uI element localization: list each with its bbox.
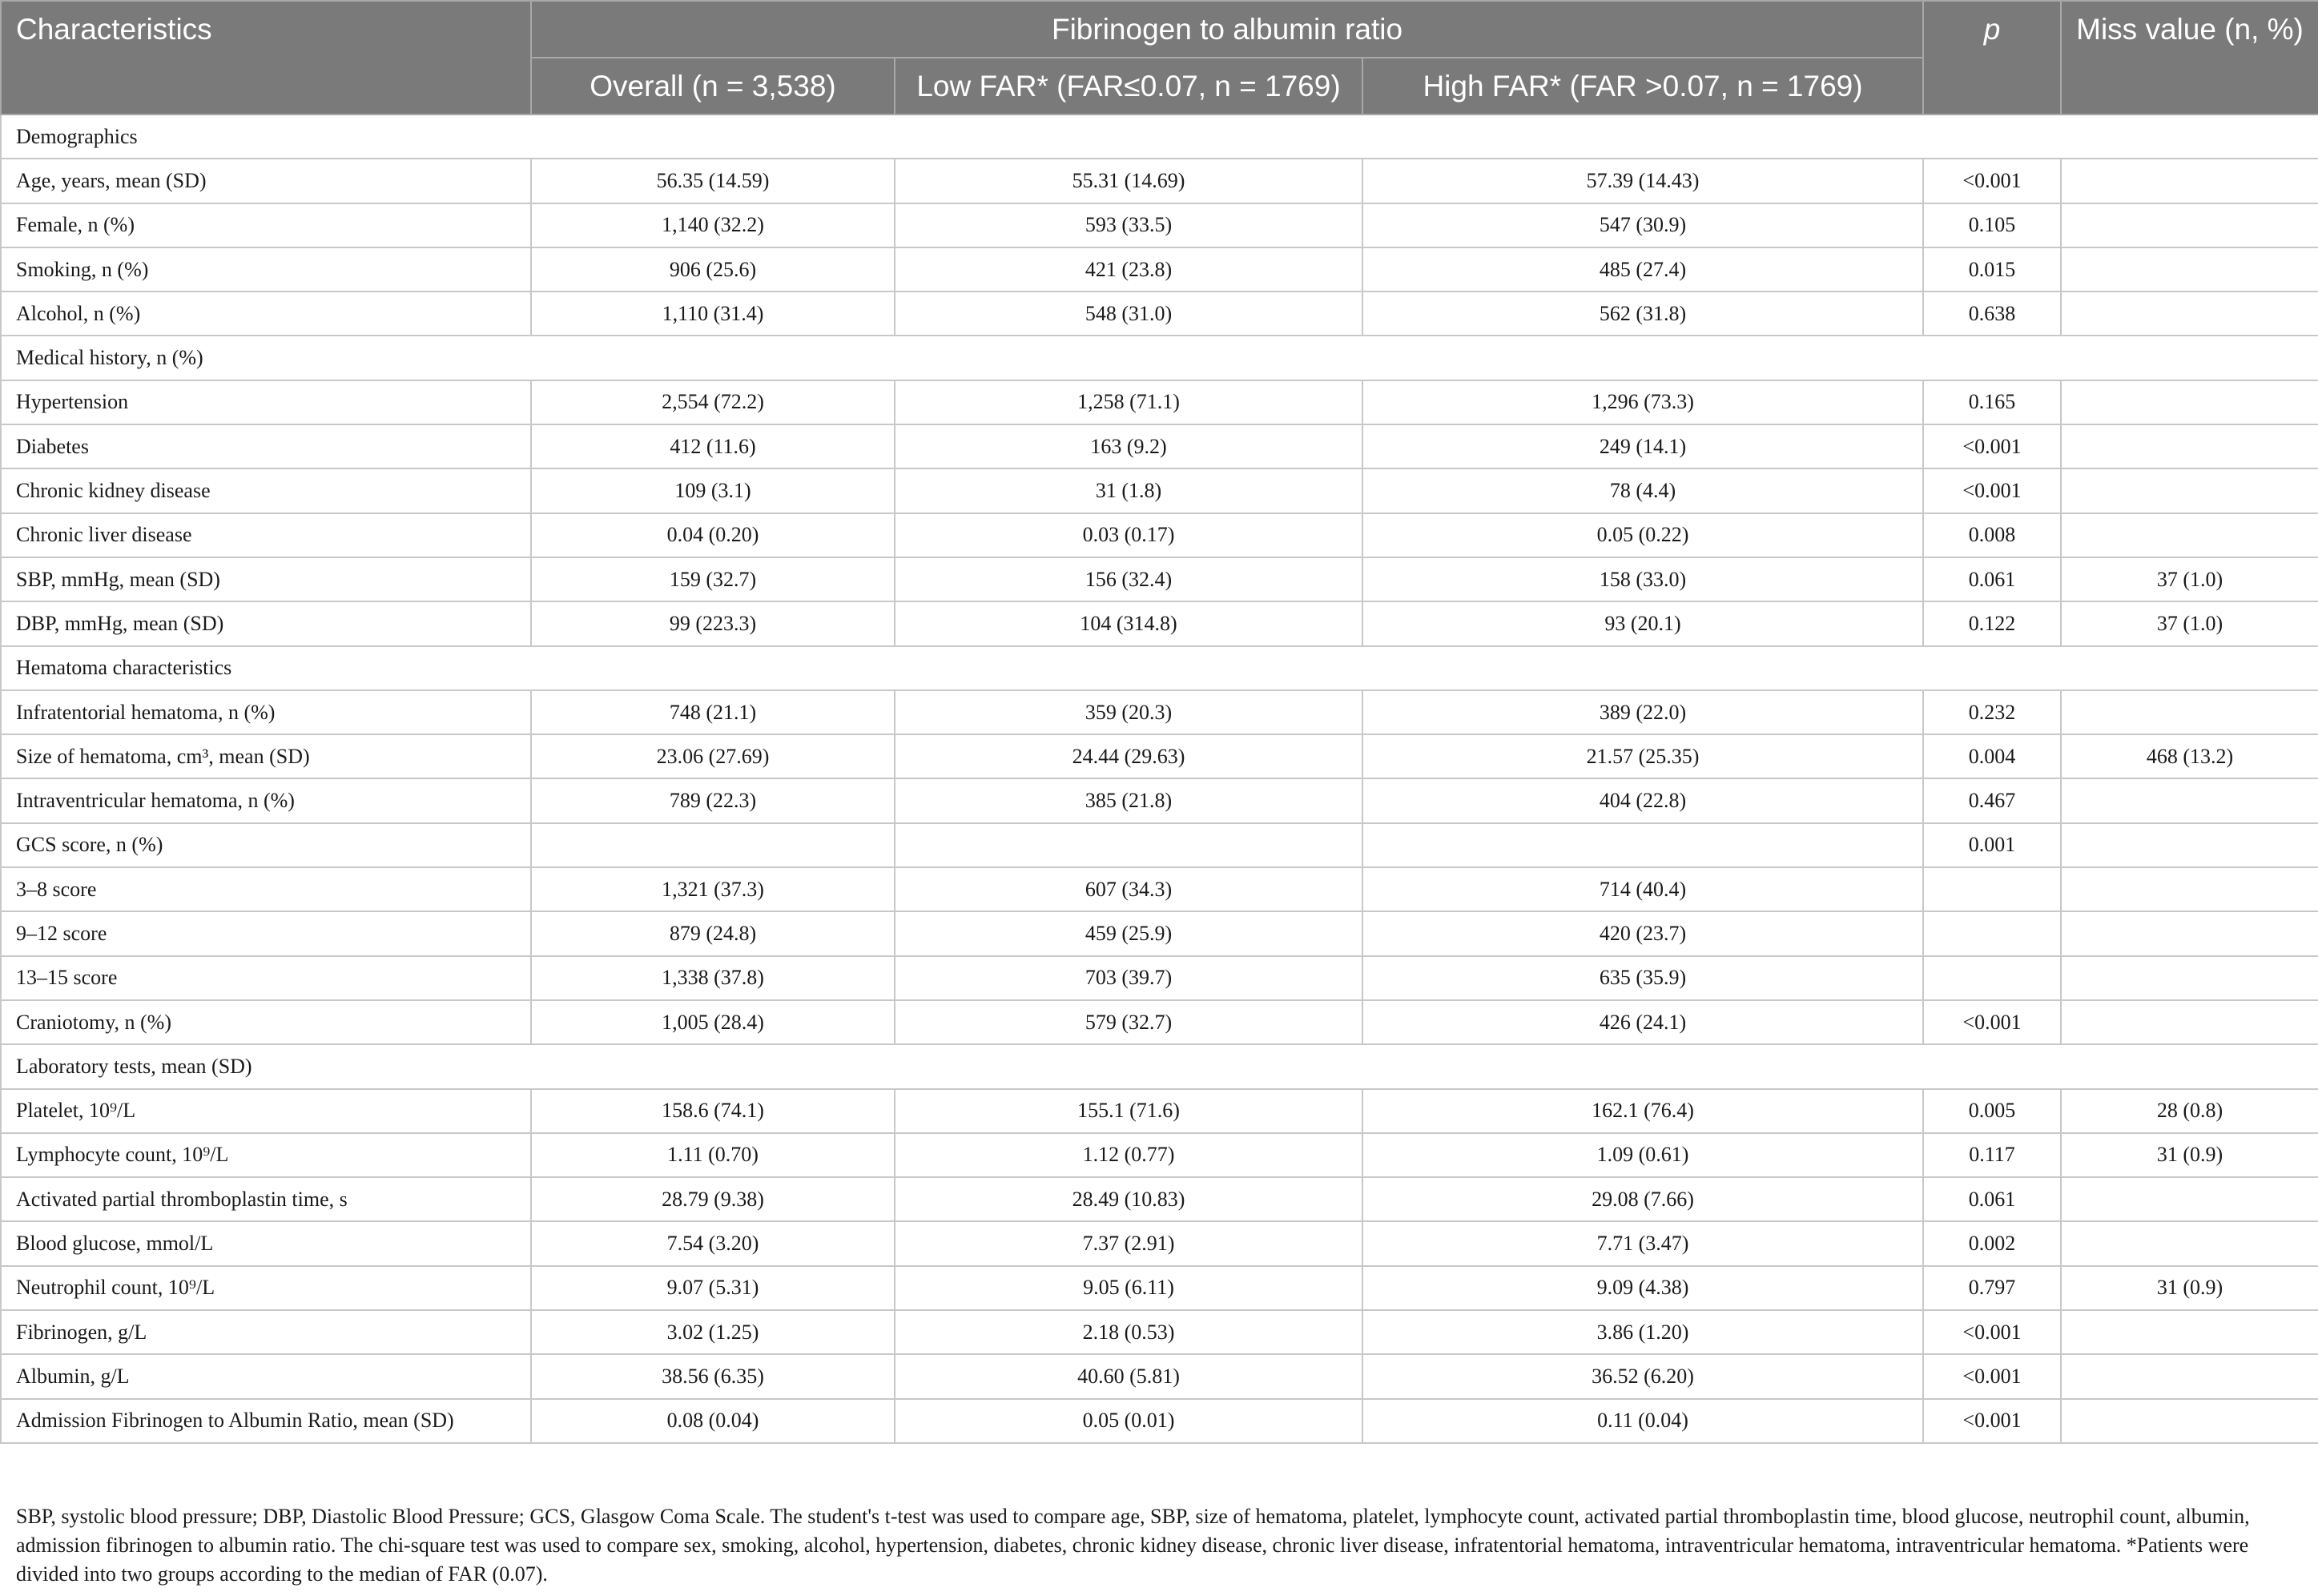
cell-high-far: 420 (23.7)	[1362, 911, 1923, 955]
cell-low-far: 593 (33.5)	[895, 203, 1362, 247]
table-row	[1, 1310, 2318, 1354]
cell-overall: 7.54 (3.20)	[531, 1221, 895, 1265]
row-label: Infratentorial hematoma, n (%)	[1, 690, 531, 734]
cell-overall: 789 (22.3)	[531, 778, 895, 822]
cell-miss-value	[2061, 1310, 2318, 1354]
cell-miss-value	[2061, 1177, 2318, 1221]
row-label: Lymphocyte count, 10⁹/L	[1, 1133, 531, 1177]
cell-overall: 748 (21.1)	[531, 690, 895, 734]
cell-low-far: 703 (39.7)	[895, 956, 1362, 1000]
cell-high-far	[1362, 823, 1923, 867]
row-label: Size of hematoma, cm³, mean (SD)	[1, 734, 531, 778]
cell-high-far: 714 (40.4)	[1362, 867, 1923, 911]
cell-p-value: 0.061	[1923, 557, 2061, 601]
table-row	[1, 823, 2318, 867]
table-row	[1, 956, 2318, 1000]
row-label: Chronic liver disease	[1, 513, 531, 557]
table-row	[1, 1399, 2318, 1443]
cell-overall: 99 (223.3)	[531, 601, 895, 645]
cell-p-value: 0.061	[1923, 1177, 2061, 1221]
cell-p-value: 0.001	[1923, 823, 2061, 867]
cell-miss-value	[2061, 1354, 2318, 1398]
cell-low-far: 31 (1.8)	[895, 468, 1362, 513]
cell-overall: 159 (32.7)	[531, 557, 895, 601]
cell-p-value: <0.001	[1923, 1000, 2061, 1044]
section-label: Demographics	[1, 115, 2318, 159]
cell-p-value: <0.001	[1923, 424, 2061, 468]
cell-high-far: 635 (35.9)	[1362, 956, 1923, 1000]
table-row	[1, 380, 2318, 424]
cell-miss-value	[2061, 911, 2318, 955]
table-row	[1, 247, 2318, 291]
cell-high-far: 389 (22.0)	[1362, 690, 1923, 734]
cell-low-far: 459 (25.9)	[895, 911, 1362, 955]
cell-overall: 0.08 (0.04)	[531, 1399, 895, 1443]
cell-p-value: 0.797	[1923, 1266, 2061, 1310]
row-label: Smoking, n (%)	[1, 247, 531, 291]
cell-p-value: 0.467	[1923, 778, 2061, 822]
cell-miss-value	[2061, 380, 2318, 424]
cell-p-value	[1923, 911, 2061, 955]
cell-p-value	[1923, 867, 2061, 911]
row-label: Hypertension	[1, 380, 531, 424]
row-label: SBP, mmHg, mean (SD)	[1, 557, 531, 601]
cell-miss-value	[2061, 424, 2318, 468]
table-row	[1, 1354, 2318, 1398]
row-label: Platelet, 10⁹/L	[1, 1089, 531, 1133]
table-row	[1, 690, 2318, 734]
cell-p-value: <0.001	[1923, 1310, 2061, 1354]
cell-miss-value	[2061, 513, 2318, 557]
cell-high-far: 7.71 (3.47)	[1362, 1221, 1923, 1265]
cell-low-far: 359 (20.3)	[895, 690, 1362, 734]
cell-low-far: 104 (314.8)	[895, 601, 1362, 645]
section-row	[1, 1044, 2318, 1088]
cell-low-far: 2.18 (0.53)	[895, 1310, 1362, 1354]
cell-miss-value	[2061, 956, 2318, 1000]
header-high-far: High FAR* (FAR >0.07, n = 1769)	[1362, 58, 1923, 115]
row-label: Age, years, mean (SD)	[1, 159, 531, 203]
cell-overall	[531, 823, 895, 867]
row-label: 9–12 score	[1, 911, 531, 955]
table-footnote: SBP, systolic blood pressure; DBP, Diastolic Blood Pressure; GCS, Glasgow Coma Scale. The student's t-test was used to compare age, SBP, size of hematoma, platelet, lymphocyte count, activated partial thromboplastin time, blood glucose, neutrophil count, albumin, admission fibrinogen to albumin ratio. The chi-square test was used to compare sex, smoking, alcohol, hypertension, diabetes, chronic kidney disease, chronic liver disease, infratentorial hematoma, intraventricular hematoma, intraventricular hematoma. *Patients were divided into two groups according to the median of FAR (0.07).	[16, 1505, 2250, 1586]
cell-high-far: 1,296 (73.3)	[1362, 380, 1923, 424]
cell-high-far: 29.08 (7.66)	[1362, 1177, 1923, 1221]
cell-miss-value	[2061, 1399, 2318, 1443]
row-label: Blood glucose, mmol/L	[1, 1221, 531, 1265]
table-row	[1, 778, 2318, 822]
cell-high-far: 562 (31.8)	[1362, 291, 1923, 336]
cell-p-value	[1923, 956, 2061, 1000]
cell-overall: 1,140 (32.2)	[531, 203, 895, 247]
cell-miss-value	[2061, 1221, 2318, 1265]
table-body	[1, 115, 2318, 1443]
cell-p-value: 0.105	[1923, 203, 2061, 247]
cell-miss-value	[2061, 1000, 2318, 1044]
cell-miss-value	[2061, 823, 2318, 867]
cell-p-value: 0.004	[1923, 734, 2061, 778]
cell-overall: 1,005 (28.4)	[531, 1000, 895, 1044]
cell-miss-value	[2061, 867, 2318, 911]
cell-overall: 3.02 (1.25)	[531, 1310, 895, 1354]
cell-low-far: 0.05 (0.01)	[895, 1399, 1362, 1443]
cell-low-far	[895, 823, 1362, 867]
row-label: 13–15 score	[1, 956, 531, 1000]
cell-overall: 158.6 (74.1)	[531, 1089, 895, 1133]
cell-overall: 9.07 (5.31)	[531, 1266, 895, 1310]
section-label: Medical history, n (%)	[1, 336, 2318, 380]
cell-high-far: 21.57 (25.35)	[1362, 734, 1923, 778]
cell-miss-value: 37 (1.0)	[2061, 601, 2318, 645]
cell-low-far: 1.12 (0.77)	[895, 1133, 1362, 1177]
cell-miss-value: 468 (13.2)	[2061, 734, 2318, 778]
table-row	[1, 424, 2318, 468]
cell-high-far: 404 (22.8)	[1362, 778, 1923, 822]
cell-overall: 412 (11.6)	[531, 424, 895, 468]
table-row	[1, 911, 2318, 955]
cell-p-value: 0.165	[1923, 380, 2061, 424]
section-row	[1, 646, 2318, 690]
cell-p-value: 0.638	[1923, 291, 2061, 336]
cell-p-value: 0.008	[1923, 513, 2061, 557]
table-row	[1, 468, 2318, 513]
section-label: Laboratory tests, mean (SD)	[1, 1044, 2318, 1088]
cell-low-far: 156 (32.4)	[895, 557, 1362, 601]
cell-miss-value: 31 (0.9)	[2061, 1266, 2318, 1310]
header-overall: Overall (n = 3,538)	[531, 58, 895, 115]
table-row	[1, 867, 2318, 911]
table-row	[1, 1177, 2318, 1221]
cell-p-value: <0.001	[1923, 1399, 2061, 1443]
cell-high-far: 158 (33.0)	[1362, 557, 1923, 601]
cell-low-far: 7.37 (2.91)	[895, 1221, 1362, 1265]
cell-miss-value	[2061, 159, 2318, 203]
table-row	[1, 1089, 2318, 1133]
cell-overall: 1,321 (37.3)	[531, 867, 895, 911]
cell-miss-value	[2061, 291, 2318, 336]
cell-overall: 109 (3.1)	[531, 468, 895, 513]
cell-miss-value	[2061, 247, 2318, 291]
cell-low-far: 155.1 (71.6)	[895, 1089, 1362, 1133]
section-row	[1, 115, 2318, 159]
cell-overall: 2,554 (72.2)	[531, 380, 895, 424]
table-row	[1, 513, 2318, 557]
cell-low-far: 548 (31.0)	[895, 291, 1362, 336]
row-label: Admission Fibrinogen to Albumin Ratio, mean (SD)	[1, 1399, 531, 1443]
cell-low-far: 607 (34.3)	[895, 867, 1362, 911]
row-label: Chronic kidney disease	[1, 468, 531, 513]
cell-low-far: 385 (21.8)	[895, 778, 1362, 822]
cell-overall: 38.56 (6.35)	[531, 1354, 895, 1398]
cell-low-far: 163 (9.2)	[895, 424, 1362, 468]
header-p: p	[1923, 1, 2061, 115]
cell-high-far: 36.52 (6.20)	[1362, 1354, 1923, 1398]
row-label: Fibrinogen, g/L	[1, 1310, 531, 1354]
row-label: Activated partial thromboplastin time, s	[1, 1177, 531, 1221]
cell-p-value: <0.001	[1923, 159, 2061, 203]
cell-high-far: 93 (20.1)	[1362, 601, 1923, 645]
cell-high-far: 426 (24.1)	[1362, 1000, 1923, 1044]
cell-miss-value	[2061, 468, 2318, 513]
cell-high-far: 9.09 (4.38)	[1362, 1266, 1923, 1310]
cell-low-far: 421 (23.8)	[895, 247, 1362, 291]
table-row	[1, 734, 2318, 778]
cell-low-far: 1,258 (71.1)	[895, 380, 1362, 424]
cell-miss-value: 31 (0.9)	[2061, 1133, 2318, 1177]
cell-overall: 1,110 (31.4)	[531, 291, 895, 336]
header-low-far: Low FAR* (FAR≤0.07, n = 1769)	[895, 58, 1362, 115]
cell-overall: 1,338 (37.8)	[531, 956, 895, 1000]
row-label: Diabetes	[1, 424, 531, 468]
cell-p-value: 0.015	[1923, 247, 2061, 291]
cell-overall: 1.11 (0.70)	[531, 1133, 895, 1177]
cell-low-far: 9.05 (6.11)	[895, 1266, 1362, 1310]
cell-p-value: <0.001	[1923, 1354, 2061, 1398]
cell-low-far: 40.60 (5.81)	[895, 1354, 1362, 1398]
cell-p-value: 0.122	[1923, 601, 2061, 645]
table-header	[1, 1, 2318, 115]
row-label: Neutrophil count, 10⁹/L	[1, 1266, 531, 1310]
section-row	[1, 336, 2318, 380]
table-row	[1, 203, 2318, 247]
cell-p-value: 0.005	[1923, 1089, 2061, 1133]
row-label: GCS score, n (%)	[1, 823, 531, 867]
row-label: Alcohol, n (%)	[1, 291, 531, 336]
cell-overall: 23.06 (27.69)	[531, 734, 895, 778]
cell-overall: 56.35 (14.59)	[531, 159, 895, 203]
table-row	[1, 291, 2318, 336]
cell-high-far: 0.05 (0.22)	[1362, 513, 1923, 557]
header-group: Fibrinogen to albumin ratio	[531, 1, 1923, 58]
table-row	[1, 601, 2318, 645]
row-label: Female, n (%)	[1, 203, 531, 247]
row-label: DBP, mmHg, mean (SD)	[1, 601, 531, 645]
cell-miss-value: 28 (0.8)	[2061, 1089, 2318, 1133]
cell-miss-value	[2061, 203, 2318, 247]
section-label: Hematoma characteristics	[1, 646, 2318, 690]
cell-high-far: 3.86 (1.20)	[1362, 1310, 1923, 1354]
table-row	[1, 1221, 2318, 1265]
cell-overall: 906 (25.6)	[531, 247, 895, 291]
cell-low-far: 28.49 (10.83)	[895, 1177, 1362, 1221]
row-label: Craniotomy, n (%)	[1, 1000, 531, 1044]
cell-high-far: 249 (14.1)	[1362, 424, 1923, 468]
cell-overall: 879 (24.8)	[531, 911, 895, 955]
cell-high-far: 162.1 (76.4)	[1362, 1089, 1923, 1133]
cell-miss-value	[2061, 690, 2318, 734]
table-row	[1, 1000, 2318, 1044]
cell-miss-value	[2061, 778, 2318, 822]
cell-low-far: 24.44 (29.63)	[895, 734, 1362, 778]
cell-low-far: 55.31 (14.69)	[895, 159, 1362, 203]
table-row	[1, 557, 2318, 601]
cell-high-far: 0.11 (0.04)	[1362, 1399, 1923, 1443]
table-row	[1, 159, 2318, 203]
cell-high-far: 1.09 (0.61)	[1362, 1133, 1923, 1177]
cell-high-far: 485 (27.4)	[1362, 247, 1923, 291]
cell-high-far: 547 (30.9)	[1362, 203, 1923, 247]
cell-low-far: 0.03 (0.17)	[895, 513, 1362, 557]
cell-overall: 0.04 (0.20)	[531, 513, 895, 557]
cell-high-far: 78 (4.4)	[1362, 468, 1923, 513]
cell-p-value: 0.117	[1923, 1133, 2061, 1177]
cell-p-value: 0.232	[1923, 690, 2061, 734]
cell-overall: 28.79 (9.38)	[531, 1177, 895, 1221]
cell-p-value: <0.001	[1923, 468, 2061, 513]
row-label: 3–8 score	[1, 867, 531, 911]
cell-p-value: 0.002	[1923, 1221, 2061, 1265]
header-miss-value: Miss value (n, %)	[2061, 1, 2318, 115]
table-row	[1, 1133, 2318, 1177]
cell-low-far: 579 (32.7)	[895, 1000, 1362, 1044]
cell-miss-value: 37 (1.0)	[2061, 557, 2318, 601]
row-label: Intraventricular hematoma, n (%)	[1, 778, 531, 822]
row-label: Albumin, g/L	[1, 1354, 531, 1398]
table-row	[1, 1266, 2318, 1310]
header-characteristics: Characteristics	[1, 1, 531, 115]
cell-high-far: 57.39 (14.43)	[1362, 159, 1923, 203]
